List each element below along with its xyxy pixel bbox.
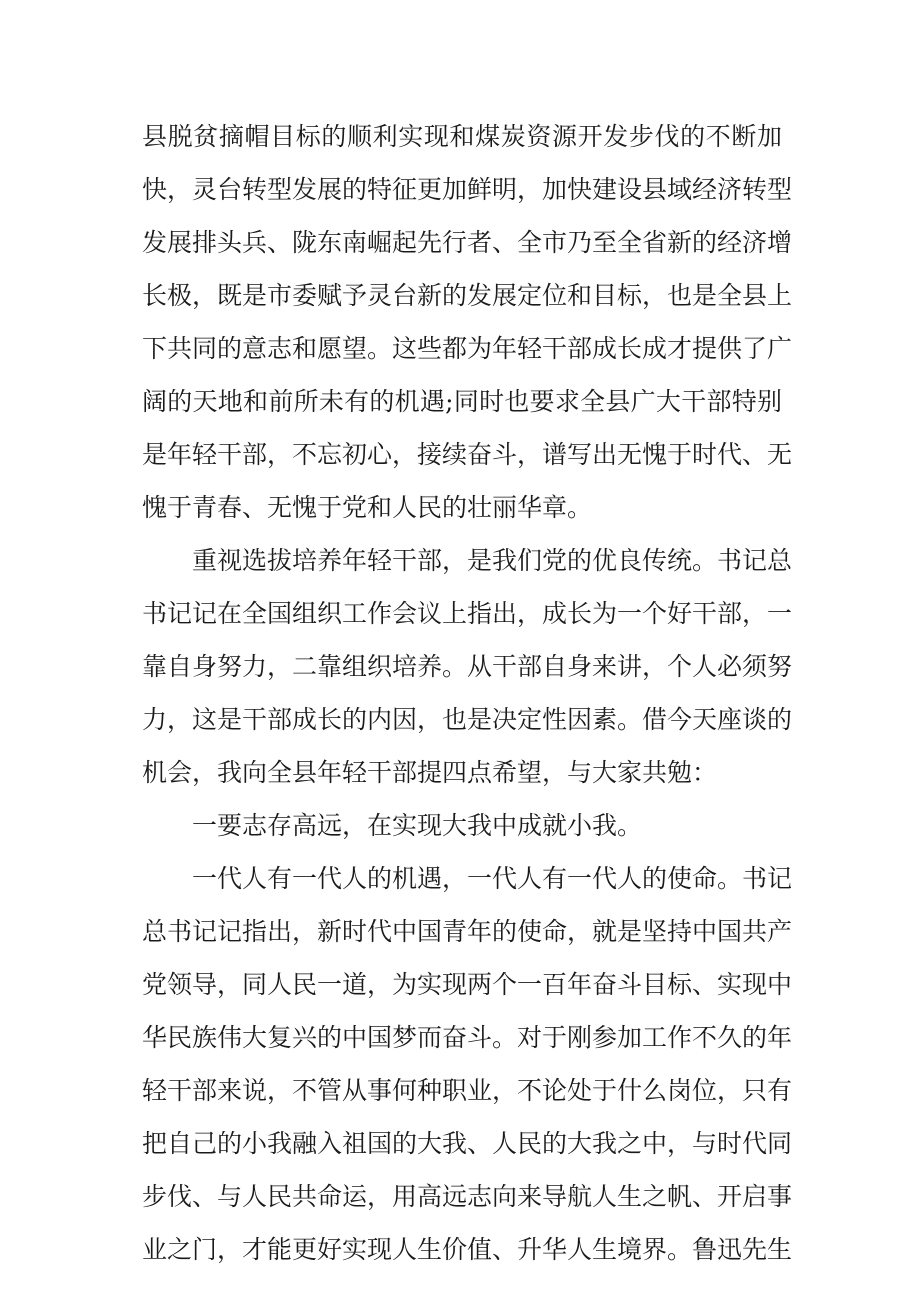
text-line: 轻干部来说，不管从事何种职业，不论处于什么岗位，只有 [142, 1076, 793, 1105]
text-line: 长极，既是市委赋予灵台新的发展定位和目标，也是全县上 [142, 281, 793, 310]
text-line: 愧于青春、无愧于党和人民的壮丽华章。 [142, 493, 593, 522]
text-line: 力，这是干部成长的内因，也是决定性因素。借今天座谈的 [142, 705, 793, 734]
text-line: 发展排头兵、陇东南崛起先行者、全市乃至全省新的经济增 [142, 228, 793, 257]
text-line: 一代人有一代人的机遇，一代人有一代人的使命。书记 [192, 864, 793, 893]
text-line: 县脱贫摘帽目标的顺利实现和煤炭资源开发步伐的不断加 [142, 122, 782, 151]
text-line: 把自己的小我融入祖国的大我、人民的大我之中，与时代同 [142, 1129, 793, 1158]
text-line: 快，灵台转型发展的特征更加鲜明，加快建设县域经济转型 [142, 175, 793, 204]
text-line: 书记记在全国组织工作会议上指出，成长为一个好干部，一 [142, 599, 793, 628]
section-heading: 一要志存高远，在实现大我中成就小我。 [192, 811, 643, 840]
text-line: 总书记记指出，新时代中国青年的使命，就是坚持中国共产 [142, 917, 793, 946]
text-line: 下共同的意志和愿望。这些都为年轻干部成长成才提供了广 [142, 334, 793, 363]
text-line: 靠自身努力，二靠组织培养。从干部自身来讲，个人必须努 [142, 652, 793, 681]
text-line: 阔的天地和前所未有的机遇;同时也要求全县广大干部特别 [142, 387, 782, 416]
text-line: 步伐、与人民共命运，用高远志向来导航人生之帆、开启事 [142, 1182, 793, 1211]
document-body [142, 110, 793, 1276]
paragraph-3-heading [142, 799, 782, 852]
text-line: 重视选拔培养年轻干部，是我们党的优良传统。书记总 [192, 546, 793, 575]
paragraph-1 [142, 110, 793, 534]
paragraph-4 [142, 852, 793, 1276]
paragraph-2 [142, 534, 793, 799]
text-line: 华民族伟大复兴的中国梦而奋斗。对于刚参加工作不久的年 [142, 1023, 793, 1052]
text-line: 是年轻干部，不忘初心，接续奋斗，谱写出无愧于时代、无 [142, 440, 793, 469]
text-line: 机会，我向全县年轻干部提四点希望，与大家共勉： [142, 758, 718, 787]
text-line: 业之门，才能更好实现人生价值、升华人生境界。鲁迅先生 [142, 1235, 793, 1264]
text-line: 党领导，同人民一道，为实现两个一百年奋斗目标、实现中 [142, 970, 793, 999]
